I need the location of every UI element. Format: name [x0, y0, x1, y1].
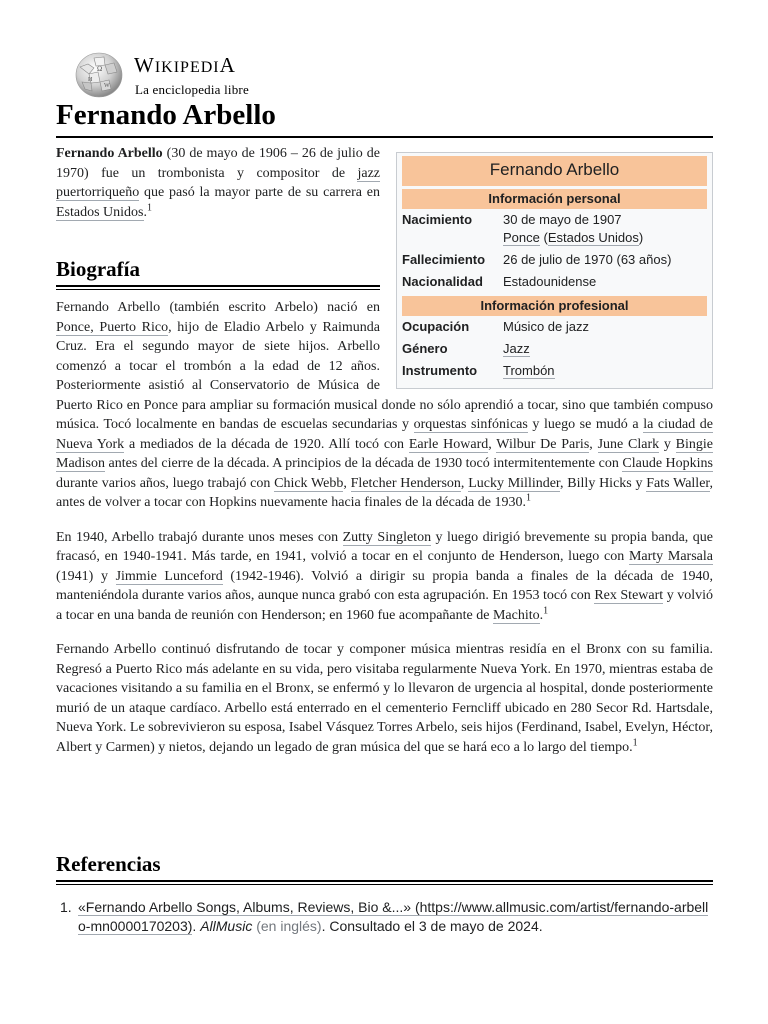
- wikipedia-tagline: La enciclopedia libre: [135, 82, 249, 97]
- subject-name: Fernando Arbello: [56, 146, 163, 161]
- biografia-content: [56, 298, 713, 772]
- section-heading-referencias: Referencias: [56, 852, 161, 876]
- svg-text:W: W: [104, 83, 110, 89]
- infobox-row-fallecimiento: Fallecimiento 26 de julio de 1970 (63 años): [402, 252, 672, 267]
- link-nueva-york[interactable]: la ciudad de Nueva York: [56, 417, 713, 452]
- infobox-row-nacionalidad: Nacionalidad Estadounidense: [402, 274, 597, 289]
- link-genero-jazz[interactable]: Jazz: [503, 341, 530, 356]
- link-marty-marsala[interactable]: Marty Marsala: [628, 549, 713, 564]
- ref-1-link[interactable]: 1: [147, 201, 152, 213]
- ref-1-link[interactable]: 1: [632, 736, 638, 748]
- title-divider: [56, 136, 713, 138]
- link-earle-howard[interactable]: Earle Howard: [408, 436, 489, 452]
- infobox-row-ocupacion: Ocupación Músico de jazz: [402, 319, 589, 334]
- link-chick-webb[interactable]: Chick Webb: [274, 475, 344, 491]
- biografia-paragraph-3: Fernando Arbello continuó disfrutando de tocar y componer música mientras residía en el Bronx con su familia. Regresó a Puerto Rico más adelante en su vida, pero visitaba regularmente Nueva York. En 1970, mientras estaba de vacaciones visitando a su familia en el Bronx, se enfermó y lo llevaron de urgencia al hospital, donde posteriormente murió de un ataque cardíaco. Arbello está enterrado en el cementerio Ferncliff ubicado en 280 Secor Rd. Hartsdale, Nueva York. Le sobrevivieron su esposa, Isabel Vásquez Torres Arbelo, seis hijos (Ferdinand, Isabel, Evelyn, Héctor, Albert y Carmen) y nietos, dejando un legado de gran música del que se hará eco a lo largo del tiempo.$^1$: [56, 642, 713, 755]
- link-rex-stewart[interactable]: Rex Stewart: [594, 588, 664, 603]
- infobox-title: Fernando Arbello: [402, 156, 707, 186]
- link-puertorriqueno[interactable]: puertorriqueño: [56, 185, 140, 200]
- references-list: [60, 898, 714, 936]
- link-bingie-madison[interactable]: Bingie Madison: [56, 436, 714, 471]
- wikipedia-logo[interactable]: [74, 52, 274, 98]
- biografia-paragraph-2: En 1940, Arbello trabajó durante unos meses con Zutty Singleton y luego dirigió brevemente su propia banda, que fracasó, en 1940-1941. Más tarde, en 1941, volvió a tocar en el conjunto de Henderson, luego con Marty Marsala (1941) y Jimmie Lunceford (1942-1946). Volvió a dirigir su propia banda a finales de la década de 1940, manteniéndola durante varios años, aunque nunca grabó con esta agrupación. En 1953 tocó con Rex Stewart y volvió a tocar en una banda de reunión con Henderson; en 1960 fue acompañante de Machito.$^1$: [56, 529, 714, 623]
- link-estados-unidos-infobox[interactable]: Estados Unidos: [547, 230, 639, 245]
- section-divider-biografia: [56, 285, 380, 290]
- link-jimmie-lunceford[interactable]: Jimmie Lunceford: [115, 568, 223, 584]
- reference-language: (en inglés): [252, 918, 322, 934]
- ref-1-link[interactable]: 1: [525, 492, 531, 504]
- biografia-paragraph-1: Fernando Arbello (también escrito Arbelo) nació en Ponce, Puerto Rico, hijo de Eladio Arbelo y Raimunda Cruz. Era el segundo mayor de siete hijos. Arbello comenzó a tocar el trombón a la edad de 12 años. Posteriormente asistió al Conservatorio de Música de Puerto Rico en Ponce para ampliar su formación musical donde no sólo aprendió a tocar, sino que también compuso música. Tocó localmente en bandas de escuelas secundarias y orquestas sinfónicas y luego se mudó a la ciudad de Nueva York a mediados de la década de 1920. Allí tocó con Earle Howard, Wilbur De Paris, June Clark y Bingie Madison antes del cierre de la década. A principios de la década de 1930 tocó intermitentemente con Claude Hopkins durante varios años, luego trabajó con Chick Webb, Fletcher Henderson, Lucky Millinder, Billy Hicks y Fats Waller, antes de volver a tocar con Hopkins nuevamente hacia finales de la década de 1930.$^1$: [56, 300, 714, 510]
- link-june-clark[interactable]: June Clark: [597, 436, 660, 452]
- infobox-row-genero: Género Jazz: [402, 341, 530, 356]
- svg-text:Ω: Ω: [97, 65, 103, 73]
- link-fletcher-henderson[interactable]: Fletcher Henderson: [350, 475, 461, 491]
- svg-text:И: И: [88, 77, 93, 83]
- link-ponce-puerto-rico[interactable]: Ponce, Puerto Rico: [56, 319, 169, 335]
- reference-external-link[interactable]: «Fernando Arbello Songs, Albums, Reviews, Bio &...» (https://www.allmusic.com/artist/fernando-arbello-mn0000170203): [78, 899, 709, 934]
- link-jazz[interactable]: jazz: [357, 165, 380, 181]
- link-trombon[interactable]: Trombón: [503, 363, 555, 378]
- link-estados-unidos[interactable]: Estados Unidos: [56, 204, 144, 220]
- infobox-row-instrumento: Instrumento Trombón: [402, 363, 555, 378]
- link-ponce[interactable]: Ponce: [503, 230, 540, 245]
- ref-1-link[interactable]: 1: [543, 604, 549, 616]
- reference-item: 1. «Fernando Arbello Songs, Albums, Reviews, Bio &...» (https://www.allmusic.com/artist/fernando-arbello-mn0000170203). AllMusic (en inglés). Consultado el 3 de mayo de 2024.: [60, 899, 709, 934]
- section-divider-referencias: [56, 880, 713, 885]
- infobox-personal-header: Información personal: [402, 189, 707, 209]
- infobox-prof-header: Información profesional: [402, 296, 707, 316]
- wikipedia-wordmark: WIKIPEDIA: [134, 53, 236, 77]
- link-machito[interactable]: Machito: [492, 607, 540, 623]
- link-wilbur-de-paris[interactable]: Wilbur De Paris: [496, 436, 590, 452]
- wikipedia-globe-icon: [74, 52, 124, 98]
- link-claude-hopkins[interactable]: Claude Hopkins: [622, 456, 713, 471]
- link-fats-waller[interactable]: Fats Waller: [646, 475, 710, 491]
- infobox-row-nacimiento: Nacimiento 30 de mayo de 1907 Ponce (Estados Unidos): [402, 212, 644, 245]
- page-title: Fernando Arbello: [56, 99, 276, 131]
- reference-number: 1.: [60, 899, 72, 915]
- link-zutty-singleton[interactable]: Zutty Singleton: [342, 529, 432, 545]
- reference-work: AllMusic: [200, 918, 253, 934]
- lead-paragraph: Fernando Arbello (30 de mayo de 1906 – 26 de julio de 1970) fue un trombonista y compositor de jazz puertorriqueño que pasó la mayor parte de su carrera en Estados Unidos.$^1$: [56, 146, 380, 220]
- section-heading-biografia: Biografía: [56, 257, 140, 281]
- link-orquestas-sinfonicas[interactable]: orquestas sinfónicas: [413, 417, 528, 432]
- link-lucky-millinder[interactable]: Lucky Millinder: [468, 475, 561, 491]
